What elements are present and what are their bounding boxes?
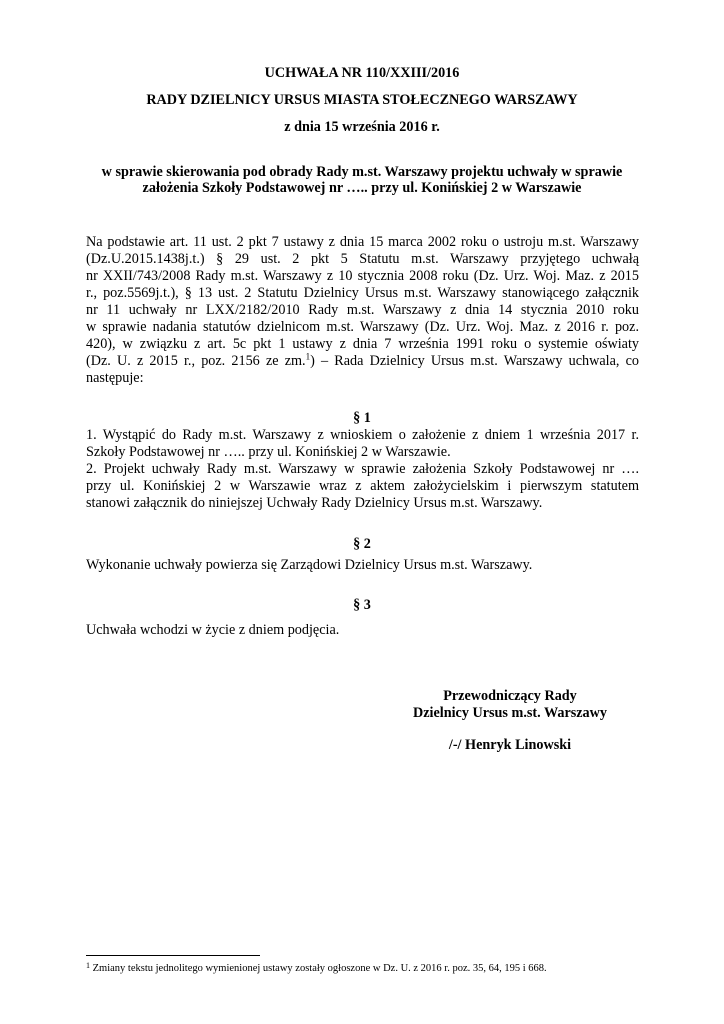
preamble-line: Na podstawie art. 11 ust. 2 pkt 7 ustawy z dnia 15 marca 2002 roku o ustroju m.st. Warszawy [86,234,639,250]
preamble-line: następuje: [86,370,144,386]
section-1-heading: § 1 [353,410,371,426]
section-1-body [86,427,639,512]
section-line: 1. Wystąpić do Rady m.st. Warszawy z wnioskiem o założenie z dniem 1 września 2017 r. [86,427,639,443]
section-2-heading: § 2 [353,536,371,552]
section-2-body [86,557,639,574]
preamble-text: ) – Rada Dzielnicy Ursus m.st. Warszawy uchwala, co [310,353,639,369]
footnote-marker: 1 [86,961,90,970]
section-3-body [86,622,639,639]
preamble-line: nr XXII/743/2008 Rady m.st. Warszawy z 10 stycznia 2008 roku (Dz. Urz. Woj. Maz. z 2015 [86,268,639,284]
preamble-line-with-footnote [86,353,639,370]
section-line: Uchwała wchodzi w życie z dniem podjęcia. [86,622,340,638]
council-name: RADY DZIELNICY URSUS MIASTA STOŁECZNEGO WARSZAWY [146,92,578,108]
signature-title-2: Dzielnicy Ursus m.st. Warszawy [412,705,607,721]
section-line: Szkoły Podstawowej nr ….. przy ul. Konińskiej 2 w Warszawie. [86,444,451,460]
section-line: Wykonanie uchwały powierza się Zarządowi Dzielnicy Ursus m.st. Warszawy. [86,557,533,573]
section-line: 2. Projekt uchwały Rady m.st. Warszawy w sprawie założenia Szkoły Podstawowej nr …. [86,461,639,477]
preamble-line: 420), w związku z art. 5c pkt 1 ustawy z dnia 7 września 1991 roku o systemie oświaty [86,336,639,352]
footnote-reference: 1 [305,351,311,362]
preamble-line: r., poz.5569j.t.), § 13 ust. 2 Statutu Dzielnicy Ursus m.st. Warszawy stanowiącego załącznik [86,285,639,301]
signature-name: /-/ Henryk Linowski [448,737,572,753]
preamble [86,234,639,387]
section-3-heading: § 3 [353,597,371,613]
footnote-text: Zmiany tekstu jednolitego wymienionej ustawy zostały ogłoszone w Dz. U. z 2016 r. poz. 35, 64, 195 i 668. [90,963,547,974]
preamble-text: (Dz. U. z 2015 r., poz. 2156 ze zm. [86,353,306,369]
subject-line-1: w sprawie skierowania pod obrady Rady m.st. Warszawy projektu uchwały w sprawie [101,164,623,180]
preamble-line: nr 11 uchwały nr LXX/2182/2010 Rady m.st. Warszawy z dnia 14 stycznia 2010 roku [86,302,639,318]
resolution-number: UCHWAŁA NR 110/XXIII/2016 [264,65,460,81]
footnote [86,962,547,975]
preamble-line: w sprawie nadania statutów dzielnicom m.st. Warszawy (Dz. Urz. Woj. Maz. z 2016 r. poz. [86,319,639,335]
section-line: przy ul. Konińskiej 2 w Warszawie wraz z aktem założycielskim i pierwszym statutem [86,478,639,494]
signature-title-1: Przewodniczący Rady [443,688,577,704]
section-line: stanowi załącznik do niniejszej Uchwały Rady Dzielnicy Ursus m.st. Warszawy. [86,495,543,511]
preamble-line: (Dz.U.2015.1438j.t.) § 29 ust. 2 pkt 5 Statutu m.st. Warszawy przyjętego uchwałą [86,251,639,267]
footnote-separator [86,955,260,956]
subject-line-2: założenia Szkoły Podstawowej nr ….. przy ul. Konińskiej 2 w Warszawie [142,180,582,196]
resolution-date: z dnia 15 września 2016 r. [284,119,440,135]
